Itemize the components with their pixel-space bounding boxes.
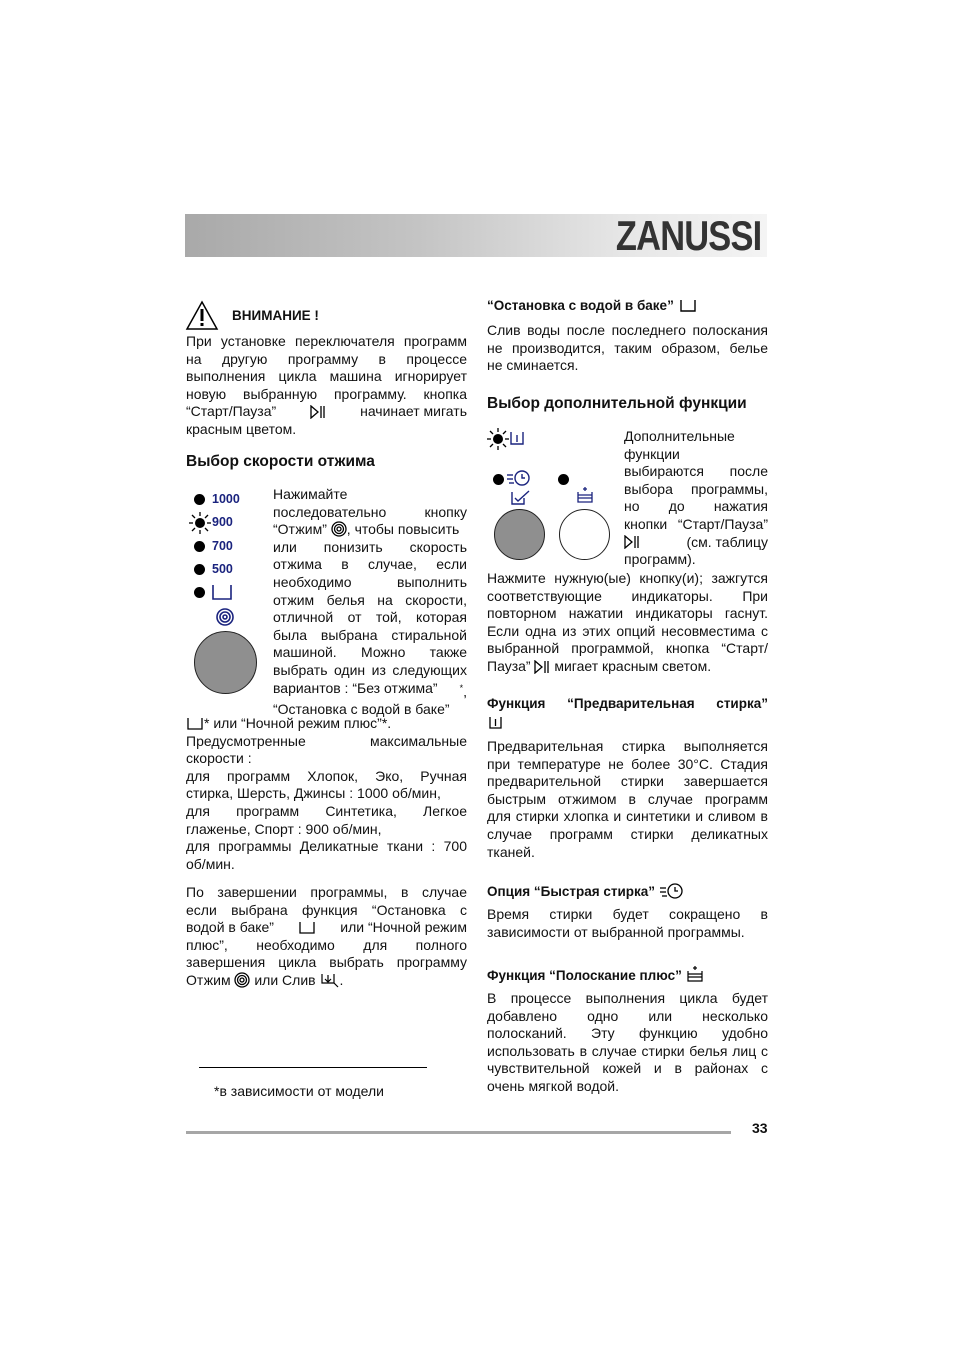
led-dot [194,564,205,575]
led-dot [194,494,205,505]
spin-button[interactable] [194,631,257,694]
tub-water-icon [211,584,233,601]
rinse-plus-icon [576,486,594,504]
check-icon [510,490,532,506]
spin-text: Нажимайте последовательно кнопку “Отжим” , чтобы повысить или понизить скорость отжима в случае, если необходимо выполнить отжим белья на скорости, отличной от той, которая была выбрана стиральной машиной. Можно также выбрать один из следующих вариантов : “Без отжима” *, “Остановка с водой в баке” [273,486,467,717]
rinse-title: Функция “Полоскание плюс” [487,965,704,983]
extra-side-text: Дополнительные функции выбираются после выбора программы, но до нажатия кнопки “Старт/Пауза” (см. таблицу программ). [624,428,768,568]
tub-water-icon [678,299,698,313]
footnote: *в зависимости от модели [214,1083,384,1099]
quick-wash-button[interactable] [494,509,545,560]
spin-text-cont: * или “Ночной режим плюс”*. Предусмотренные максимальные скорости : для программ Хлопок, Эко, Ручная стирка, Шерсть, Джинсы : 1000 об/мин, для программ Синтетика, Легкое глаженье, Спорт : 900 об/мин, для программы Деликатные ткани : 700 об/мин. [186,715,467,872]
rinse-plus-icon [686,965,704,983]
warning-title: ВНИМАНИЕ ! [232,308,319,323]
spin-level-700: 700 [212,539,233,553]
spin-level-500: 500 [212,562,233,576]
page-number: 33 [752,1120,768,1136]
spin-icon [215,607,235,627]
spin-icon [331,521,347,537]
quick-text: Время стирки будет сокращено в зависимости от выбранной программы. [487,906,768,940]
prewash-text: Предварительная стирка выполняется при температуре не более 30°C. Стадия предварительной стирки завершается быстрым отжимом в случае программ для стирки хлопка и синтетики и сливом в случае программ стирки деликатных тканей. [487,738,768,860]
prewash-title: Функция “Предварительная стирка” [487,696,768,711]
led-dot [558,474,569,485]
start-pause-icon [310,405,326,419]
prewash-icon [488,716,503,730]
brand-logo: ZANUSSI [615,212,761,259]
quick-wash-icon [659,882,685,899]
led-dot [194,541,205,552]
led-lit-icon [189,512,211,534]
footer-rule [186,1131,731,1134]
tub-water-icon [298,921,316,935]
led-lit-icon [487,428,509,450]
spin-title: Выбор скорости отжима [186,453,375,470]
rinse-plus-button[interactable] [559,509,610,560]
led-dot [194,587,205,598]
stop-water-text: Слив воды после последнего полоскания не производится, таким образом, белье не сминается. [487,322,768,374]
extra-text: Нажмите нужную(ые) кнопку(и); зажгутся соответствующие индикаторы. При повторном нажатии индикаторы гаснут. Если одна из этих опций несовместима с выбранной программой, кнопка “Старт/ Пауза” мигает красным светом. [487,570,768,674]
extra-title: Выбор дополнительной функции [487,395,747,412]
start-pause-icon [534,660,550,674]
after-text: По завершении программы, в случае если выбрана функция “Остановка с водой в баке” или “Ночной режим плюс”, необходимо для полного завершения цикла выбрать программу Отжим или Слив . [186,884,467,988]
stop-water-title: “Остановка с водой в баке” [487,298,698,313]
quick-wash-icon [506,469,532,487]
start-pause-icon [624,535,640,549]
spin-level-900: 900 [212,515,233,529]
prewash-icon [509,431,525,446]
drain-icon [320,972,340,988]
quick-title: Опция “Быстрая стирка” [487,882,685,899]
rinse-text: В процессе выполнения цикла будет добавлено одно или несколько полосканий. Эту функцию удобно использовать в случае стирки белья лиц с чувствительной кожей и в районах с очень мягкой водой. [487,990,768,1094]
spin-icon [234,972,250,988]
footnote-divider [199,1067,427,1068]
warning-icon [185,300,219,331]
led-dot [493,474,504,485]
spin-level-1000: 1000 [212,492,240,506]
warning-text: При установке переключателя программ на другую программу в процессе выполнения цикла машина игнорирует новую выбранную программу. кнопка “Старт/Пауза” начинает мигать красным цветом. [186,333,467,437]
tub-water-icon [186,717,204,731]
header-bar [185,214,767,257]
